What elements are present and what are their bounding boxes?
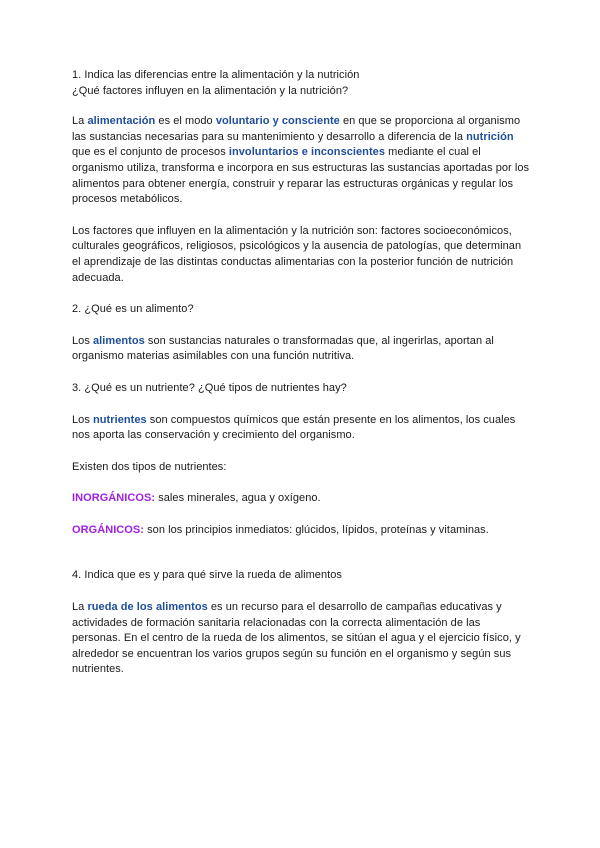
text-run: son compuestos químicos que están presente en los alimentos, los cuales nos aporta las conservación y crecimiento del organismo. bbox=[72, 413, 516, 442]
keyword-voluntario-consciente: voluntario y consciente bbox=[215, 115, 340, 128]
text-run: es un recurso para el desarrollo de campañas educativas y actividades de formación sanitaria relacionadas con la correcta alimentación de las personas. En el centro de la rueda de los alimentos, se sitúan el agua y el ejercicio físico, y alrededor se encuentran los varios grupos según su función en el organismo y según sus nutrientes. bbox=[72, 601, 521, 676]
text-run: mediante el cual el organismo utiliza, transforma e incorpora en sus estructuras las sustancias aportadas por los alimentos para obtener energía, construir y reparar las estructuras orgánicas y regular los procesos metabólicos. bbox=[72, 146, 530, 206]
keyword-alimentacion: alimentación bbox=[87, 115, 156, 128]
nutrient-type-organic bbox=[72, 523, 532, 539]
document-page bbox=[72, 68, 532, 678]
question-2-title: 2. ¿Qué es un alimento? bbox=[72, 303, 194, 316]
text-run: que es el conjunto de procesos bbox=[72, 146, 229, 159]
keyword-nutricion: nutrición bbox=[466, 130, 514, 143]
answer-4 bbox=[72, 600, 532, 678]
text-run: es el modo bbox=[155, 115, 216, 128]
keyword-rueda-alimentos: rueda de los alimentos bbox=[87, 601, 208, 614]
category-inorganicos: INORGÁNICOS: bbox=[72, 492, 156, 505]
answer-3 bbox=[72, 413, 532, 444]
answer-1-definitions bbox=[72, 114, 532, 208]
text-run: Los bbox=[72, 334, 93, 347]
text-run: La bbox=[72, 601, 88, 614]
text-run: Los bbox=[72, 413, 93, 426]
question-1-subtitle: ¿Qué factores influyen en la alimentación y la nutrición? bbox=[72, 84, 349, 97]
text-run: son los principios inmediatos: glúcidos, lípidos, proteínas y vitaminas. bbox=[144, 523, 489, 536]
category-organicos: ORGÁNICOS: bbox=[72, 523, 144, 536]
question-4-title: 4. Indica que es y para qué sirve la rueda de alimentos bbox=[72, 569, 342, 582]
answer-2 bbox=[72, 334, 532, 365]
text-run: sales minerales, agua y oxígeno. bbox=[155, 492, 321, 505]
keyword-alimentos: alimentos bbox=[93, 334, 145, 347]
answer-1-factors: Los factores que influyen en la alimentación y la nutrición son: factores socioeconómicos, culturales geográficos, religiosos, psicológicos y la ausencia de patologías, que determinan el aprendizaje de las distintas conductas alimentarias con la posterior función de nutrición adecuada. bbox=[72, 224, 522, 284]
text-run: La bbox=[72, 115, 88, 128]
question-1-title: 1. Indica las diferencias entre la alimentación y la nutrición bbox=[72, 69, 360, 81]
text-run: son sustancias naturales o transformadas que, al ingerirlas, aportan al organismo materias asimilables con una función nutritiva. bbox=[72, 334, 494, 363]
keyword-nutrientes: nutrientes bbox=[93, 413, 147, 426]
nutrient-type-inorganic bbox=[72, 491, 532, 507]
keyword-involuntarios-inconscientes: involuntarios e inconscientes bbox=[228, 146, 385, 159]
question-3-title: 3. ¿Qué es un nutriente? ¿Qué tipos de nutrientes hay? bbox=[72, 381, 347, 394]
nutrient-types-intro: Existen dos tipos de nutrientes: bbox=[72, 460, 227, 473]
text-run: en que se proporciona al organismo las sustancias necesarias para su mantenimiento y desarrollo a diferencia de la bbox=[72, 115, 521, 143]
